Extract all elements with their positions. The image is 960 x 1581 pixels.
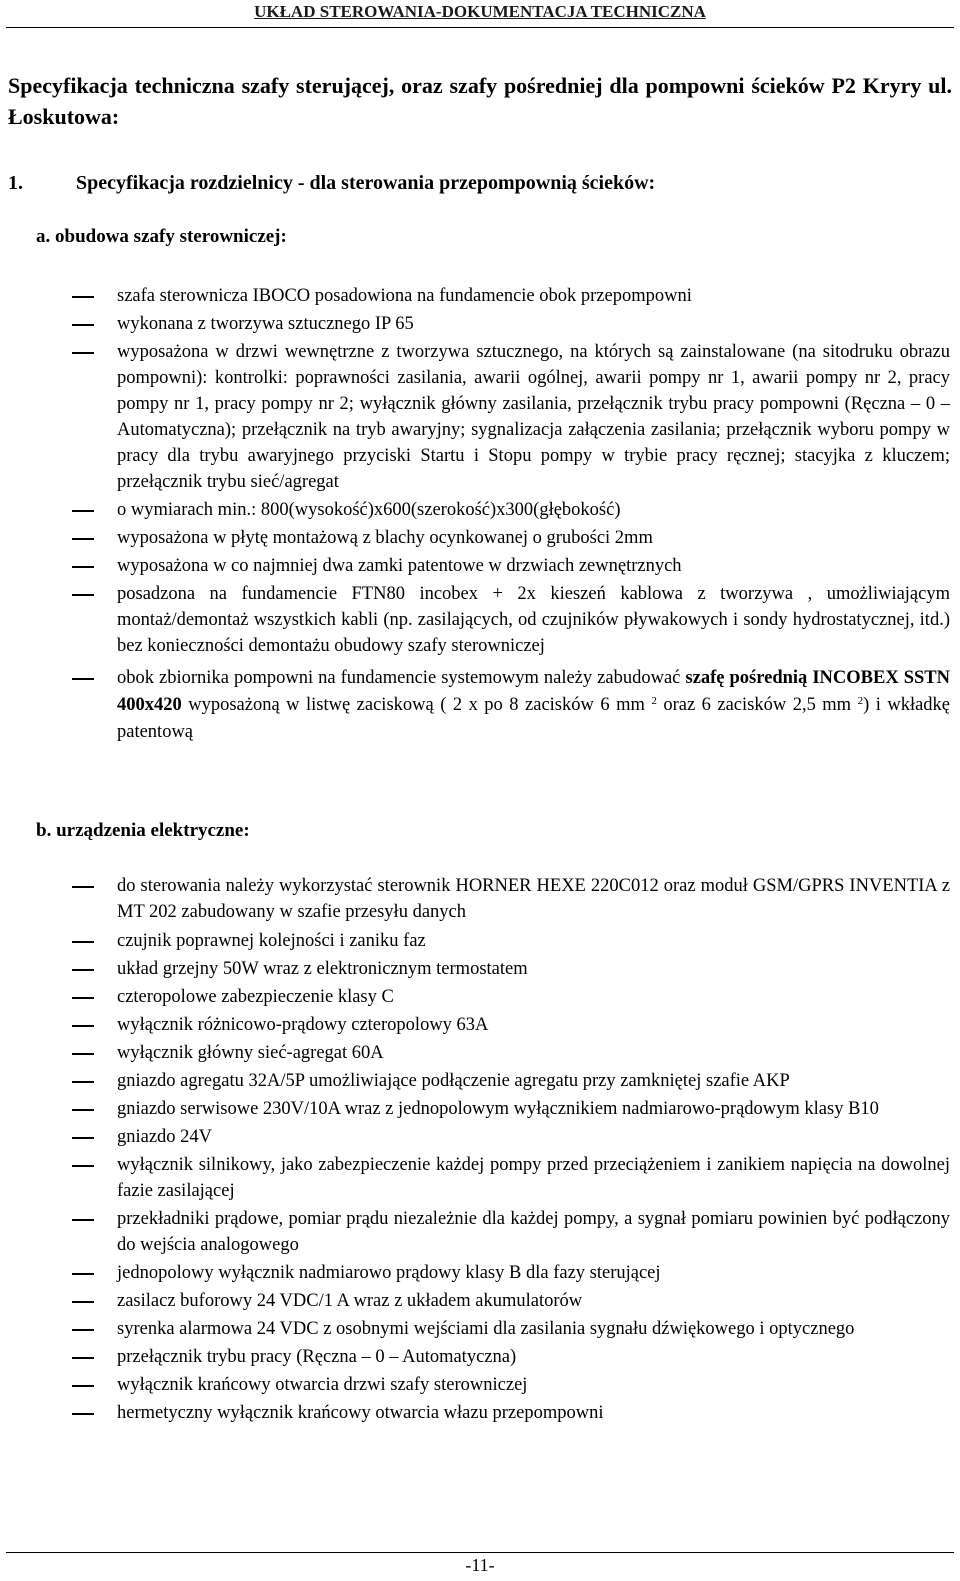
page-number: -11- [465, 1555, 495, 1575]
list-item: zasilacz buforowy 24 VDC/1 A wraz z układem akumulatorów [0, 1288, 960, 1314]
list-item: wyposażona w co najmniej dwa zamki patentowe w drzwiach zewnętrznych [0, 553, 960, 579]
dash-bullet [72, 997, 94, 999]
list-item: układ grzejny 50W wraz z elektronicznym termostatem [0, 956, 960, 982]
dash-bullet [72, 969, 94, 971]
dash-bullet [72, 538, 94, 540]
footer-rule [6, 1552, 954, 1553]
list-item: wyłącznik główny sieć-agregat 60A [0, 1040, 960, 1066]
dash-bullet [72, 1081, 94, 1083]
list-item: szafa sterownicza IBOCO posadowiona na fundamencie obok przepompowni [0, 283, 960, 309]
list-item: wyposażona w drzwi wewnętrzne z tworzywa sztucznego, na których są zainstalowane (na sitodruku obrazu pompowni): kontrolki: poprawności zasilania, awarii ogólnej, awarii pompy nr 1, awarii pompy nr 2, pracy pompy nr 1, pracy pompy nr 2; wyłącznik główny zasilania, przełącznik trybu pracy pompowni (Ręczna – 0 – Automatyczna); przełącznik na tryb awaryjny; sygnalizacja załączenia zasilania; przełącznik wyboru pompy w pracy dla trybu awaryjnego przyciski Startu i Stopu pompy w trybie pracy ręcznej; stacyjka z kluczem; przełącznik trybu sieć/agregat [0, 339, 960, 495]
list-item: wyposażona w płytę montażową z blachy ocynkowanej o grubości 2mm [0, 525, 960, 551]
dash-bullet [72, 1109, 94, 1111]
dash-bullet [72, 296, 94, 298]
highlight-text: szafę pośrednią INCOBEX SSTN 400x420 [117, 668, 951, 715]
list-item: wyłącznik różnicowo-prądowy czteropolowy 63A [0, 1012, 960, 1038]
list-item: czteropolowe zabezpieczenie klasy C [0, 984, 960, 1010]
list-item: wykonana z tworzywa sztucznego IP 65 [0, 311, 960, 337]
dash-bullet [72, 1413, 94, 1415]
dash-bullet [72, 324, 94, 326]
section-b-list [0, 873, 960, 1426]
list-item: do sterowania należy wykorzystać sterownik HORNER HEXE 220C012 oraz moduł GSM/GPRS INVENTIA z MT 202 zabudowany w szafie przesyłu danych [0, 873, 960, 925]
section-heading [8, 172, 655, 195]
dash-bullet [72, 941, 94, 943]
list-item: obok zbiornika pompowni na fundamencie systemowym należy zabudować szafę pośrednią INCOBEX SSTN 400x420 wyposażoną w listwę zaciskową ( 2 x po 8 zacisków 6 mm $^2$ oraz 6 zacisków 2,5 mm $^2$) i wkładkę patentową [0, 665, 960, 746]
dash-bullet [72, 678, 94, 680]
list-item: jednopolowy wyłącznik nadmiarowo prądowy klasy B dla fazy sterującej [0, 1260, 960, 1286]
list-item: przełącznik trybu pracy (Ręczna – 0 – Automatyczna) [0, 1344, 960, 1370]
section-number: 1. [8, 172, 23, 194]
list-item: gniazdo agregatu 32A/5P umożliwiające podłączenie agregatu przy zamkniętej szafie AKP [0, 1068, 960, 1094]
dash-bullet [72, 566, 94, 568]
dash-bullet [72, 352, 94, 354]
list-item: o wymiarach min.: 800(wysokość)x600(szerokość)x300(głębokość) [0, 497, 960, 523]
dash-bullet [72, 1357, 94, 1359]
list-item: wyłącznik krańcowy otwarcia drzwi szafy sterowniczej [0, 1372, 960, 1398]
dash-bullet [72, 1165, 94, 1167]
document-header: UKŁAD STEROWANIA-DOKUMENTACJA TECHNICZNA [254, 2, 706, 21]
dash-bullet [72, 1053, 94, 1055]
list-item: syrenka alarmowa 24 VDC z osobnymi wejściami dla zasilania sygnału dźwiękowego i optycznego [0, 1316, 960, 1342]
section-a-list [0, 283, 960, 746]
dash-bullet [72, 1329, 94, 1331]
subsection-b-heading: b. urządzenia elektryczne: [36, 820, 250, 841]
dash-bullet [72, 1301, 94, 1303]
dash-bullet [72, 594, 94, 596]
dash-bullet [72, 510, 94, 512]
list-item: czujnik poprawnej kolejności i zaniku faz [0, 928, 960, 954]
dash-bullet [72, 1137, 94, 1139]
list-item: hermetyczny wyłącznik krańcowy otwarcia włazu przepompowni [0, 1400, 960, 1426]
header-rule [6, 27, 954, 28]
dash-bullet [72, 1219, 94, 1221]
dash-bullet [72, 886, 94, 888]
dash-bullet [72, 1385, 94, 1387]
document-title: Specyfikacja techniczna szafy sterującej, oraz szafy pośredniej dla pompowni ścieków P2 Kryry ul. Łoskutowa: [8, 73, 952, 129]
list-item: gniazdo 24V [0, 1124, 960, 1150]
dash-bullet [72, 1273, 94, 1275]
dash-bullet [72, 1025, 94, 1027]
subsection-a-heading: a. obudowa szafy sterowniczej: [36, 226, 287, 247]
list-item: wyłącznik silnikowy, jako zabezpieczenie każdej pompy przed przeciążeniem i zanikiem napięcia na dowolnej fazie zasilającej [0, 1152, 960, 1204]
list-item: posadzona na fundamencie FTN80 incobex + 2x kieszeń kablowa z tworzywa , umożliwiającym montaż/demontaż wszystkich kabli (np. zasilających, od czujników pływakowych i sondy hydrostatycznej, itd.) bez konieczności demontażu obudowy szafy sterowniczej [0, 581, 960, 659]
section-title: Specyfikacja rozdzielnicy - dla sterowania przepompownią ścieków: [76, 172, 656, 194]
list-item: przekładniki prądowe, pomiar prądu niezależnie dla każdej pompy, a sygnał pomiaru powinien być podłączony do wejścia analogowego [0, 1206, 960, 1258]
list-item: gniazdo serwisowe 230V/10A wraz z jednopolowym wyłącznikiem nadmiarowo-prądowym klasy B10 [0, 1096, 960, 1122]
